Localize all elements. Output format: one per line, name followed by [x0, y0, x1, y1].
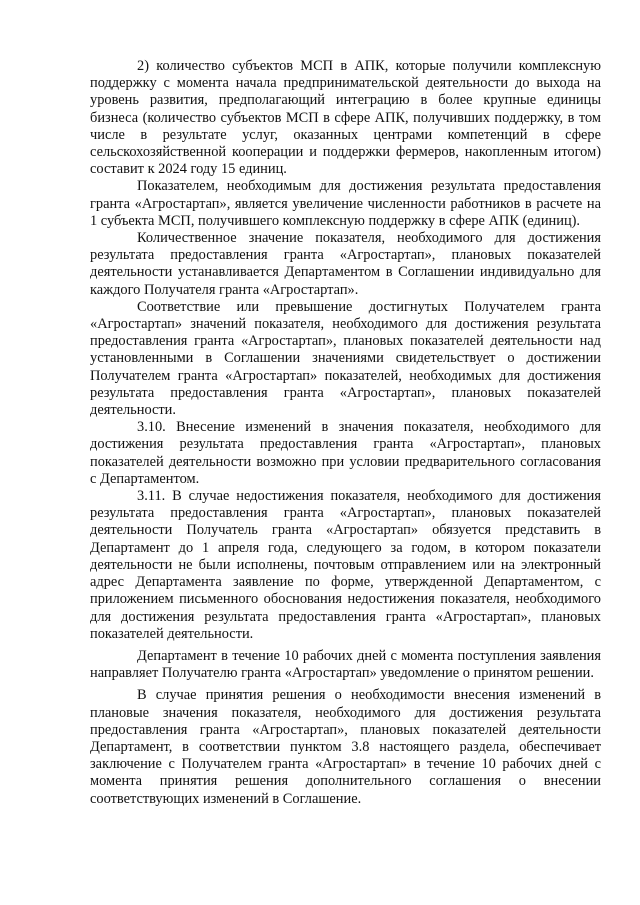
document-page — [90, 58, 601, 808]
paragraph-indicator-definition: Показателем, необходимым для достижения результата предоставления гранта «Агростартап», является увеличение численности работников в расчете на 1 субъекта МСП, получившего комплексную поддержку в сфере АПК (единиц). — [90, 178, 601, 229]
paragraph-department-notice: Департамент в течение 10 рабочих дней с момента поступления заявления направляет Получателю гранта «Агростартап» уведомление о принятом решении. — [90, 647, 601, 682]
paragraph-msp-count: 2) количество субъектов МСП в АПК, которые получили комплексную поддержку с момента начала предпринимательской деятельности до выхода на уровень развития, предполагающий интеграцию в более крупные единицы бизнеса (количество субъектов МСП в сфере АПК, получивших поддержку, в том числе в результате услуг, оказанных центрами компетенций в сфере сельскохозяйственной кооперации и поддержки фермеров, накопленным итогом) составит к 2024 году 15 единиц. — [90, 58, 601, 178]
paragraph-amendment-agreement: В случае принятия решения о необходимости внесения изменений в плановые значения показателя, необходимого для достижения результата предоставления гранта «Агростартап», плановых показателей деятельности Департамент, в соответствии пунктом 3.8 настоящего раздела, обеспечивает заключение с Получателем гранта «Агростартап» в течение 10 рабочих дней с момента принятия решения дополнительного соглашения о внесении соответствующих изменений в Соглашение. — [90, 687, 601, 807]
paragraph-3-11: 3.11. В случае недостижения показателя, необходимого для достижения результата предоставления гранта «Агростартап», плановых показателей деятельности Получатель гранта «Агростартап» обязуется представить в Департамент до 1 апреля года, следующего за годом, в котором показатели деятельности не были исполнены, почтовым отправлением или на электронный адрес Департамента заявление по форме, утвержденной Департаментом, с приложением письменного обоснования недостижения показателя, необходимого для достижения результата предоставления гранта «Агростартап», плановых показателей деятельности. — [90, 488, 601, 642]
paragraph-indicator-quantity: Количественное значение показателя, необходимого для достижения результата предоставления гранта «Агростартап», плановых показателей деятельности устанавливается Департаментом в Соглашении индивидуально для каждого Получателя гранта «Агростартап». — [90, 230, 601, 298]
paragraph-indicator-compliance: Соответствие или превышение достигнутых Получателем гранта «Агростартап» значений показателя, необходимого для достижения результата предоставления гранта «Агростартап», плановых показателей деятельности над установленными в Соглашении значениями свидетельствует о достижении Получателем гранта «Агростартап» показателей, необходимых для достижения результата предоставления гранта «Агростартап», плановых показателей деятельности. — [90, 298, 601, 419]
paragraph-3-10: 3.10. Внесение изменений в значения показателя, необходимого для достижения результата предоставления гранта «Агростартап», плановых показателей деятельности возможно при условии предварительного согласования с Департаментом. — [90, 419, 601, 487]
